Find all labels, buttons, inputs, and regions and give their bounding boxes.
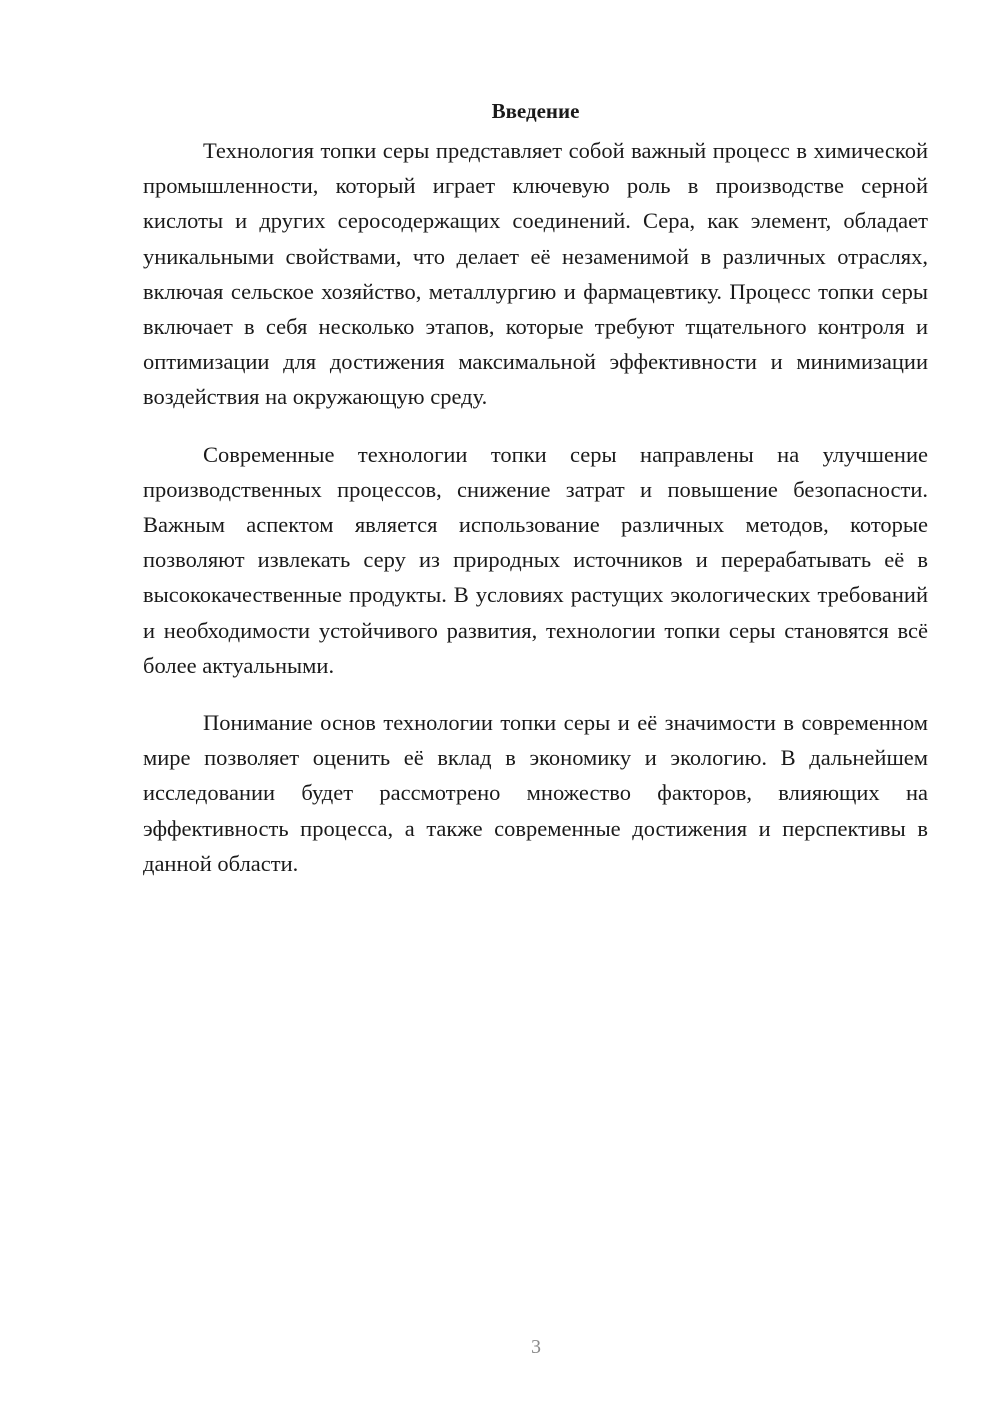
paragraph-1: Технология топки серы представляет собой важный процесс в химической промышленности, который играет ключевую роль в производстве серной кислоты и других серосодержащих соединений. Сера, как элемент, обладает уникальными свойствами, что делает её незаменимой в различных отраслях, включая сельское хозяйство, металлургию и фармацевтику. Процесс топки серы включает в себя несколько этапов, которые требуют тщательного контроля и оптимизации для достижения максимальной эффективности и минимизации воздействия на окружающую среду. xyxy=(143,138,928,410)
section-title: Введение xyxy=(491,99,580,123)
page-number: 3 xyxy=(531,1336,541,1358)
paragraph-2: Современные технологии топки серы направлены на улучшение производственных процессов, снижение затрат и повышение безопасности. Важным аспектом является использование различных методов, которые позволяют извлекать серу из природных источников и перерабатывать её в высококачественные продукты. В условиях растущих экологических требований и необходимости устойчивого развития, технологии топки серы становятся всё более актуальными. xyxy=(143,441,928,678)
paragraph-3: Понимание основ технологии топки серы и её значимости в современном мире позволяет оценить её вклад в экономику и экологию. В дальнейшем исследовании будет рассмотрено множество факторов, влияющих на эффективность процесса, а также современные достижения и перспективы в данной области. xyxy=(143,710,928,876)
page-content xyxy=(143,97,928,903)
